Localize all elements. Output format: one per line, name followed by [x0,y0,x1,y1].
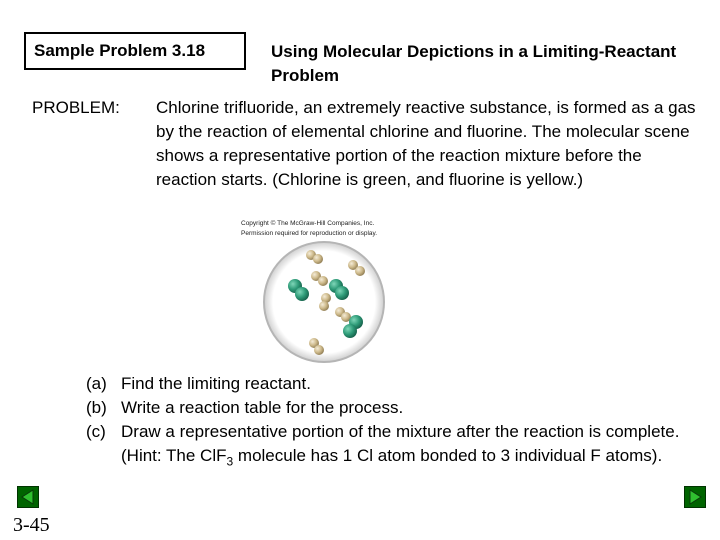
molecular-scene [262,240,386,364]
question-item [86,396,706,420]
question-label: (c) [86,422,106,441]
triangle-left-icon [18,487,38,507]
question-text: Find the limiting reactant. [121,374,311,393]
next-slide-button[interactable] [684,486,706,508]
formula-subscript: 3 [226,454,234,469]
question-text-part: molecule has 1 Cl atom bonded to 3 individual F atoms). [233,446,663,465]
question-list [86,372,706,473]
triangle-right-icon [685,487,705,507]
copyright-notice [241,219,377,239]
sample-problem-label: Sample Problem 3.18 [24,32,246,70]
question-text-part: Draw a representative portion of the mixture after the reaction is complete. (Hint: The ClF [121,422,680,465]
question-item [86,372,706,396]
question-item [86,420,706,473]
problem-label: PROBLEM: [32,98,120,117]
question-label: (a) [86,374,107,393]
page-number: 3-45 [13,514,50,536]
molecular-scene-image [262,240,386,364]
copyright-line-1: Copyright © The McGraw-Hill Companies, Inc. [241,220,375,227]
problem-text: Chlorine trifluoride, an extremely reactive substance, is formed as a gas by the reaction of elemental chlorine and fluorine. The molecular scene shows a representative portion of the reaction mixture before the reaction starts. (Chlorine is green, and fluorine is yellow.) [156,98,696,189]
page-title: Using Molecular Depictions in a Limiting-Reactant Problem [271,42,677,85]
question-label: (b) [86,398,107,417]
question-text [121,420,706,473]
copyright-line-2: Permission required for reproduction or display. [241,230,378,237]
question-text: Write a reaction table for the process. [121,398,404,417]
previous-slide-button[interactable] [17,486,39,508]
